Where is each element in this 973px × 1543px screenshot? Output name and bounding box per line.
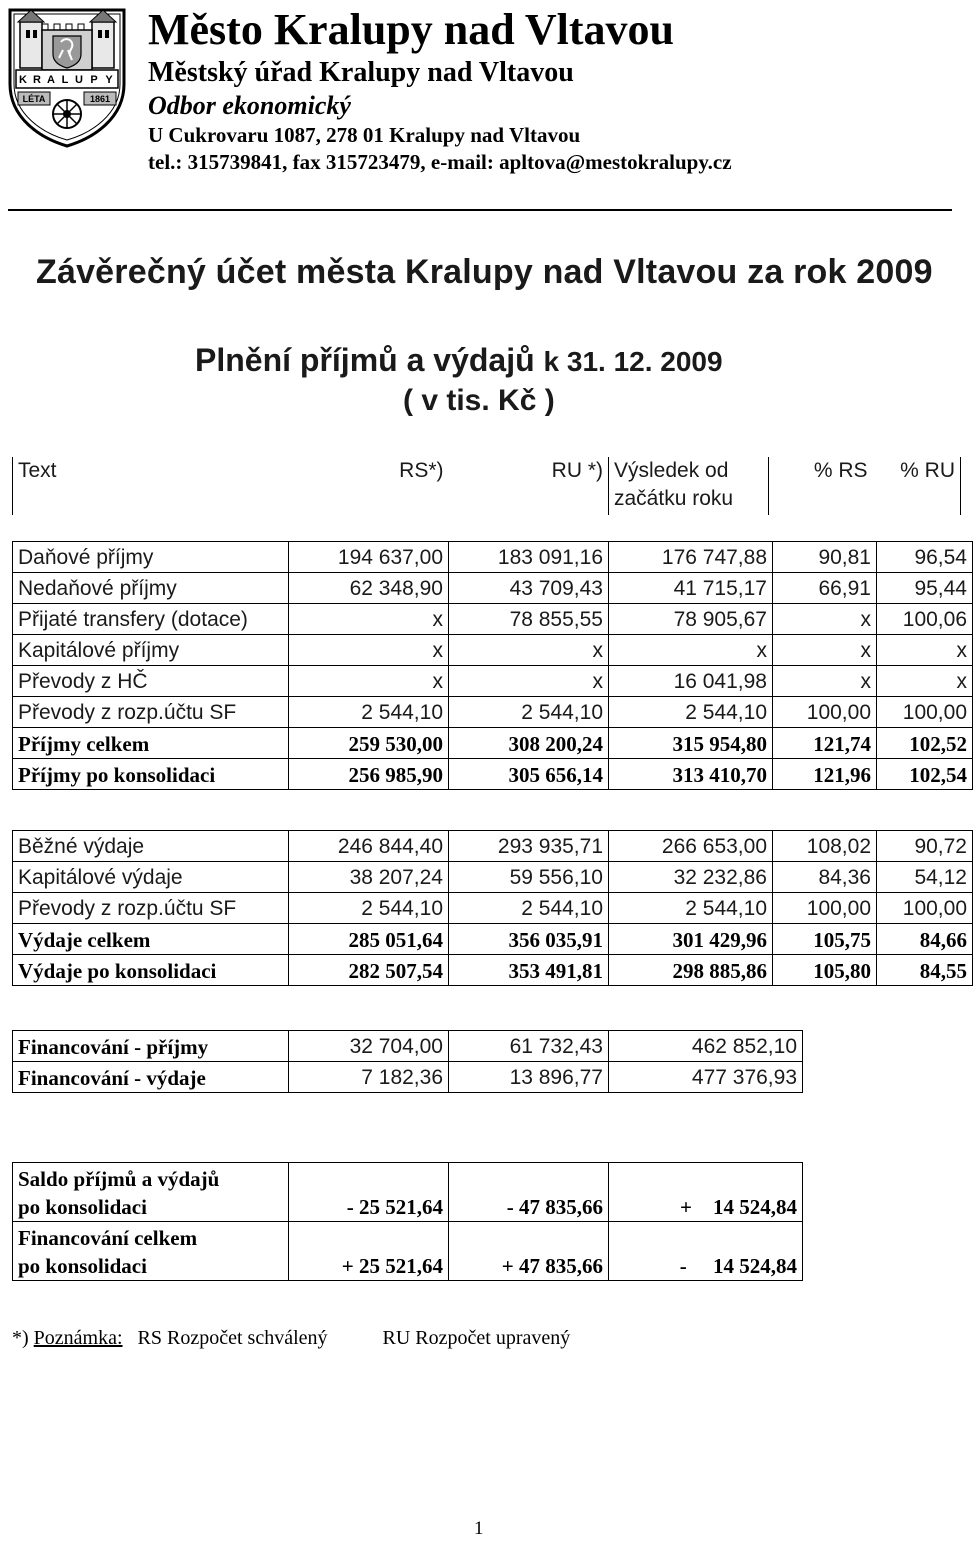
- footnote-mark: *): [12, 1327, 29, 1349]
- financing-table: [12, 1030, 803, 1093]
- document-title: Závěrečný účet města Kralupy nad Vltavou za rok 2009: [36, 253, 933, 291]
- row-label: Převody z rozp.účtu SF: [13, 893, 289, 924]
- col-result-line1: Výsledek od: [614, 459, 729, 482]
- saldo-table: [12, 1162, 803, 1281]
- cell-pct-rs: 121,96: [773, 759, 877, 790]
- cell-pct-ru: 84,55: [877, 955, 973, 986]
- row-label: Kapitálové příjmy: [13, 635, 289, 666]
- cell-pct-rs: 66,91: [773, 573, 877, 604]
- cell-pct-rs: x: [773, 635, 877, 666]
- letterhead: [148, 4, 732, 176]
- table-row: [13, 573, 973, 604]
- city-name: Město Kralupy nad Vltavou: [148, 5, 675, 54]
- crest-letter: Y: [105, 74, 113, 86]
- row-label: Výdaje celkem: [13, 924, 289, 955]
- cell-result: 78 905,67: [609, 604, 773, 635]
- expense-table: [12, 830, 973, 986]
- cell-result: [609, 1163, 803, 1222]
- office-address: U Cukrovaru 1087, 278 01 Kralupy nad Vltavou: [148, 123, 581, 147]
- office-contact: tel.: 315739841, fax 315723479, e-mail: apltova@mestokralupy.cz: [148, 150, 732, 174]
- cell-pct-rs: 105,80: [773, 955, 877, 986]
- cell-pct-ru: x: [877, 635, 973, 666]
- subtitle-main: Plnění příjmů a výdajů: [195, 342, 535, 378]
- cell-ru: 308 200,24: [449, 728, 609, 759]
- cell-ru: x: [449, 635, 609, 666]
- row-label: Příjmy celkem: [13, 728, 289, 759]
- table-row: [13, 831, 973, 862]
- cell-result: 16 041,98: [609, 666, 773, 697]
- cell-rs: 246 844,40: [289, 831, 449, 862]
- cell-rs: - 25 521,64: [289, 1163, 449, 1222]
- cell-pct-ru: 100,00: [877, 893, 973, 924]
- col-pct-rs: % RS: [813, 459, 868, 482]
- row-label: Běžné výdaje: [13, 831, 289, 862]
- cell-ru: 43 709,43: [449, 573, 609, 604]
- crest-year-left: LÉTA: [22, 94, 46, 104]
- cell-rs: 259 530,00: [289, 728, 449, 759]
- document-subtitle: [195, 342, 723, 379]
- cell-ru: - 47 835,66: [449, 1163, 609, 1222]
- table-row: [13, 666, 973, 697]
- footnote-rs: RS Rozpočet schválený: [137, 1327, 328, 1349]
- cell-result: 298 885,86: [609, 955, 773, 986]
- row-label: Financování - výdaje: [13, 1062, 289, 1093]
- cell-result: 32 232,86: [609, 862, 773, 893]
- table-row: [13, 604, 973, 635]
- cell-ru: 356 035,91: [449, 924, 609, 955]
- cell-pct-ru: 102,52: [877, 728, 973, 759]
- cell-pct-rs: x: [773, 604, 877, 635]
- cell-pct-ru: x: [877, 666, 973, 697]
- crest-letter: L: [61, 74, 69, 86]
- crest-letter: P: [90, 74, 98, 86]
- row-label: Financování - příjmy: [13, 1031, 289, 1062]
- row-label: Přijaté transfery (dotace): [13, 604, 289, 635]
- column-header: [12, 457, 961, 515]
- crest-year-right: 1861: [89, 94, 111, 104]
- cell-ru: 293 935,71: [449, 831, 609, 862]
- crest-letter: K: [19, 74, 27, 86]
- table-row: [13, 924, 973, 955]
- cell-ru: 59 556,10: [449, 862, 609, 893]
- footnote-ru: RU Rozpočet upravený: [382, 1327, 571, 1349]
- row-label: Převody z rozp.účtu SF: [13, 697, 289, 728]
- crest-letter: R: [33, 74, 41, 86]
- col-text: Text: [13, 457, 289, 515]
- row-label: Výdaje po konsolidaci: [13, 955, 289, 986]
- cell-result: 477 376,93: [609, 1062, 803, 1093]
- col-pct-ru: % RU: [873, 457, 961, 515]
- cell-rs: 285 051,64: [289, 924, 449, 955]
- table-row: [13, 697, 973, 728]
- cell-rs: 2 544,10: [289, 893, 449, 924]
- cell-sign: -: [679, 1254, 687, 1278]
- cell-result: 301 429,96: [609, 924, 773, 955]
- cell-result: 2 544,10: [609, 697, 773, 728]
- cell-pct-rs: 84,36: [773, 862, 877, 893]
- cell-result: 266 653,00: [609, 831, 773, 862]
- row-label: [13, 1163, 289, 1222]
- cell-pct-ru: 90,72: [877, 831, 973, 862]
- cell-rs: 38 207,24: [289, 862, 449, 893]
- cell-ru: + 47 835,66: [449, 1222, 609, 1281]
- cell-result: 2 544,10: [609, 893, 773, 924]
- cell-rs: x: [289, 635, 449, 666]
- col-result-line2: začátku roku: [614, 487, 734, 510]
- cell-sign: +: [680, 1195, 692, 1219]
- crest-letter: U: [75, 74, 83, 86]
- cell-ru: 2 544,10: [449, 697, 609, 728]
- cell-result: [609, 1222, 803, 1281]
- cell-ru: 183 091,16: [449, 542, 609, 573]
- cell-pct-rs: x: [773, 666, 877, 697]
- cell-rs: 282 507,54: [289, 955, 449, 986]
- table-row: [13, 1222, 803, 1281]
- cell-result: 462 852,10: [609, 1031, 803, 1062]
- cell-rs: 194 637,00: [289, 542, 449, 573]
- city-coat-of-arms: [6, 6, 128, 148]
- cell-pct-ru: 100,06: [877, 604, 973, 635]
- cell-rs: 62 348,90: [289, 573, 449, 604]
- cell-rs: 7 182,36: [289, 1062, 449, 1093]
- table-row: [13, 1031, 803, 1062]
- cell-pct-rs: 100,00: [773, 697, 877, 728]
- cell-rs: 256 985,90: [289, 759, 449, 790]
- table-row: [13, 759, 973, 790]
- cell-pct-ru: 54,12: [877, 862, 973, 893]
- table-row: [13, 893, 973, 924]
- cell-pct-rs: 90,81: [773, 542, 877, 573]
- row-label: Nedaňové příjmy: [13, 573, 289, 604]
- cell-result: 176 747,88: [609, 542, 773, 573]
- cell-pct-rs: 100,00: [773, 893, 877, 924]
- table-row: [13, 1062, 803, 1093]
- cell-ru: 13 896,77: [449, 1062, 609, 1093]
- col-rs: RS*): [399, 459, 444, 482]
- cell-rs: 32 704,00: [289, 1031, 449, 1062]
- table-row: [13, 542, 973, 573]
- units-note: ( v tis. Kč ): [403, 384, 555, 417]
- cell-ru: 305 656,14: [449, 759, 609, 790]
- header-divider: [8, 209, 952, 211]
- cell-ru: x: [449, 666, 609, 697]
- row-label-line2: po konsolidaci: [18, 1195, 147, 1219]
- footnote: [12, 1327, 570, 1350]
- cell-ru: 78 855,55: [449, 604, 609, 635]
- cell-result: 41 715,17: [609, 573, 773, 604]
- income-table: [12, 541, 973, 790]
- cell-result: 315 954,80: [609, 728, 773, 759]
- row-label-line2: po konsolidaci: [18, 1254, 147, 1278]
- cell-result: x: [609, 635, 773, 666]
- table-row: [13, 635, 973, 666]
- footnote-label: Poznámka:: [33, 1327, 123, 1349]
- row-label: Kapitálové výdaje: [13, 862, 289, 893]
- crest-letter: A: [47, 74, 55, 86]
- cell-pct-rs: 105,75: [773, 924, 877, 955]
- col-ru: RU *): [449, 457, 609, 515]
- cell-pct-rs: 108,02: [773, 831, 877, 862]
- cell-pct-ru: 100,00: [877, 697, 973, 728]
- cell-ru: 2 544,10: [449, 893, 609, 924]
- department-name: Odbor ekonomický: [148, 91, 351, 120]
- cell-rs: x: [289, 666, 449, 697]
- cell-rs: 2 544,10: [289, 697, 449, 728]
- cell-pct-ru: 102,54: [877, 759, 973, 790]
- row-label: Příjmy po konsolidaci: [13, 759, 289, 790]
- col-result: [609, 457, 769, 515]
- cell-ru: 61 732,43: [449, 1031, 609, 1062]
- row-label-line1: Financování celkem: [18, 1226, 198, 1250]
- cell-pct-rs: 121,74: [773, 728, 877, 759]
- cell-pct-ru: 96,54: [877, 542, 973, 573]
- cell-pct-ru: 84,66: [877, 924, 973, 955]
- table-row: [13, 862, 973, 893]
- row-label: Daňové příjmy: [13, 542, 289, 573]
- subtitle-date: k 31. 12. 2009: [543, 346, 723, 377]
- page-number: 1: [474, 1518, 484, 1539]
- row-label: [13, 1222, 289, 1281]
- cell-result: 313 410,70: [609, 759, 773, 790]
- table-row: [13, 728, 973, 759]
- row-label-line1: Saldo příjmů a výdajů: [18, 1167, 220, 1191]
- table-row: [13, 1163, 803, 1222]
- cell-value: 14 524,84: [713, 1195, 797, 1219]
- cell-pct-ru: 95,44: [877, 573, 973, 604]
- cell-value: 14 524,84: [713, 1254, 797, 1278]
- cell-rs: + 25 521,64: [289, 1222, 449, 1281]
- row-label: Převody z HČ: [13, 666, 289, 697]
- table-row: [13, 955, 973, 986]
- cell-rs: x: [289, 604, 449, 635]
- office-name: Městský úřad Kralupy nad Vltavou: [148, 57, 574, 88]
- cell-ru: 353 491,81: [449, 955, 609, 986]
